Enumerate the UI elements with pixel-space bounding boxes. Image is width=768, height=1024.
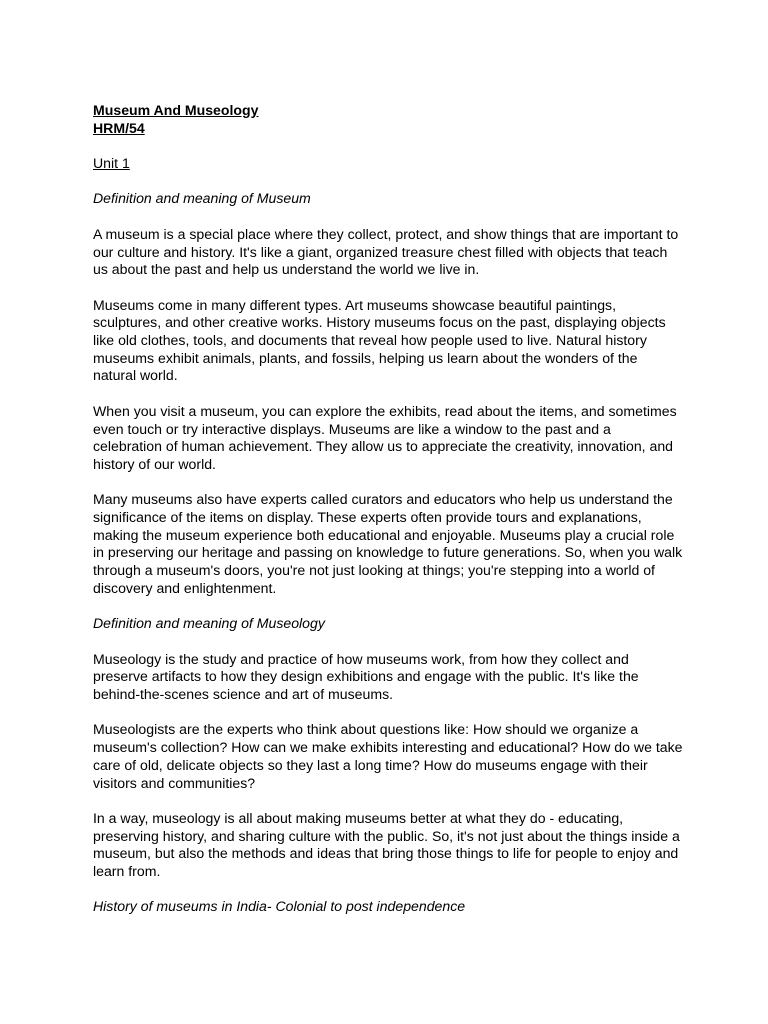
unit-label: Unit 1	[93, 155, 130, 172]
paragraph: A museum is a special place where they collect, protect, and show things that are important to our culture and history. It's like a giant, organized treasure chest filled with objects that teach us about the past and help us understand the world we live in.	[93, 225, 679, 278]
paragraph: Many museums also have experts called curators and educators who help us understand the significance of the items on display. These experts often provide tours and explanations, making the museum experience both educational and enjoyable. Museums play a crucial role in preserving our heritage and passing on knowledge to future generations. So, when you walk through a museum's doors, you're not just looking at things; you're stepping into a world of discovery and enlightenment.	[93, 491, 683, 596]
paragraph: In a way, museology is all about making museums better at what they do - educating, preserving history, and sharing culture with the public. So, it's not just about the things inside a museum, but also the methods and ideas that bring those things to life for people to enjoy and learn from.	[93, 809, 680, 880]
section-heading-history: History of museums in India- Colonial to post independence	[93, 898, 466, 915]
document-body	[93, 102, 683, 934]
unit-row	[93, 155, 683, 173]
paragraph: Museums come in many different types. Art museums showcase beautiful paintings, sculptures, and other creative works. History museums focus on the past, displaying objects like old clothes, tools, and documents that reveal how people used to live. Natural history museums exhibit animals, plants, and fossils, helping us learn about the wonders of the natural world.	[93, 296, 666, 384]
document-title: Museum And Museology	[93, 102, 259, 118]
paragraph: Museologists are the experts who think about questions like: How should we organize a museum's collection? How can we make exhibits interesting and educational? How do we take care of old, delicate objects so they last a long time? How do museums engage with their visitors and communities?	[93, 721, 683, 791]
section-heading-museology: Definition and meaning of Museology	[93, 615, 325, 632]
course-code: HRM/54	[93, 119, 145, 136]
section-heading-museum: Definition and meaning of Museum	[93, 190, 311, 207]
paragraph: Museology is the study and practice of how museums work, from how they collect and preserve artifacts to how they design exhibitions and engage with the public. It's like the behind-the-scenes science and art of museums.	[93, 650, 639, 703]
document-header	[93, 102, 683, 137]
paragraph: When you visit a museum, you can explore the exhibits, read about the items, and sometimes even touch or try interactive displays. Museums are like a window to the past and a celebration of human achievement. They allow us to appreciate the creativity, innovation, and history of our world.	[93, 402, 677, 472]
